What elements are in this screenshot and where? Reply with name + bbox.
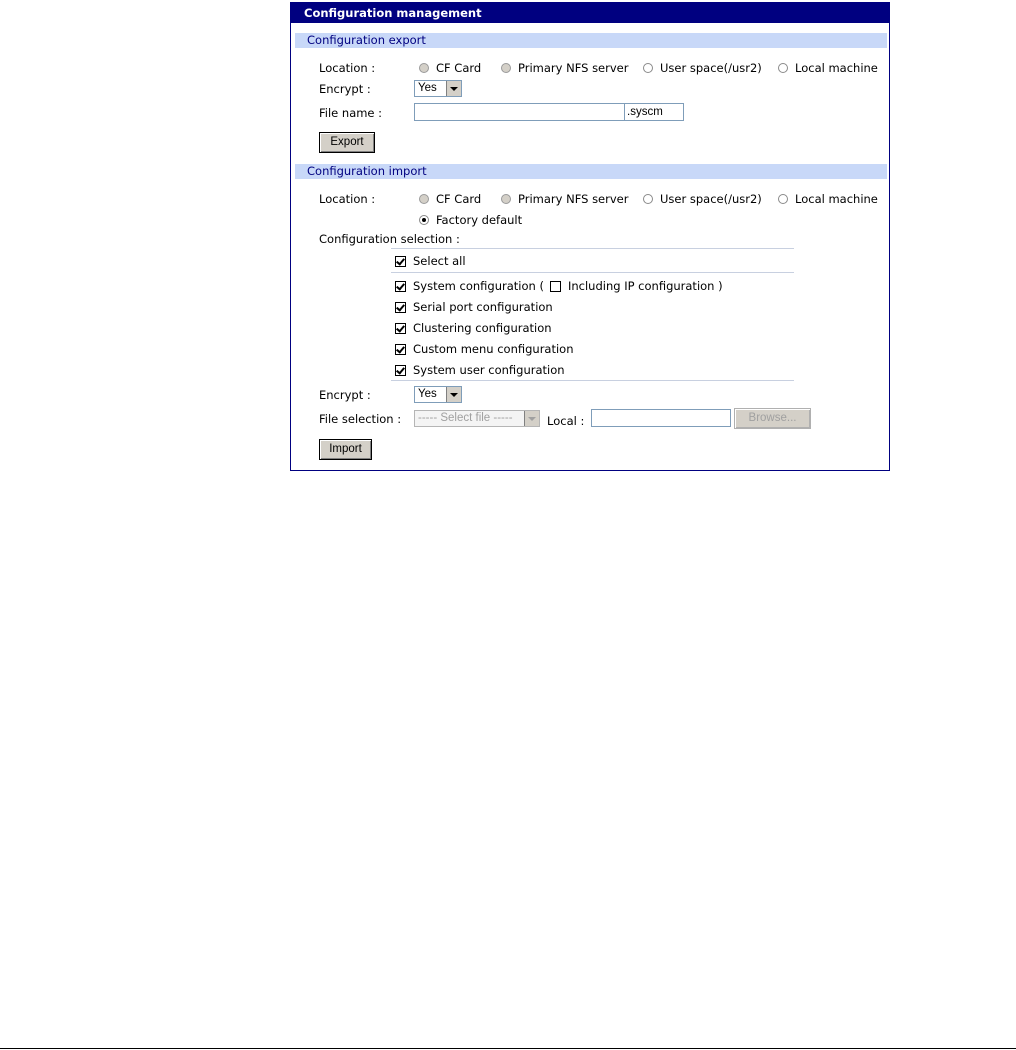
local-label: Local : [547,414,585,428]
export-section-header: Configuration export [295,33,887,48]
checkbox-checked-icon[interactable] [395,256,406,267]
export-encrypt-label: Encrypt : [319,82,371,96]
chevron-down-icon [524,411,539,426]
chevron-down-icon[interactable] [446,387,461,402]
file-selection-select: ----- Select file ----- [414,410,540,427]
config-selection-label: Configuration selection : [319,232,460,246]
export-filename-label: File name : [319,106,383,120]
checkbox-checked-icon[interactable] [395,302,406,313]
import-button[interactable]: Import [319,439,372,460]
radio-icon[interactable] [643,194,653,204]
including-ip-label: Including IP configuration ) [567,279,723,293]
checkbox-checked-icon[interactable] [395,323,406,334]
import-radio-local-machine[interactable]: Local machine [778,191,878,207]
system-configuration-checkbox[interactable]: System configuration ( Including IP configuration ) [395,278,723,294]
radio-disabled-icon [501,63,511,73]
radio-selected-icon[interactable] [419,215,429,225]
radio-icon[interactable] [778,194,788,204]
configuration-management-panel [290,2,890,471]
checkbox-unchecked-icon[interactable] [550,281,561,292]
radio-disabled-icon [419,194,429,204]
system-user-checkbox[interactable]: System user configuration [395,362,565,378]
export-filename-input[interactable] [414,103,625,121]
import-encrypt-label: Encrypt : [319,388,371,402]
custom-menu-checkbox[interactable]: Custom menu configuration [395,341,574,357]
import-radio-cf-card: CF Card [419,191,481,207]
page-bottom-rule [0,1048,1016,1049]
export-filename-extension: .syscm [624,103,684,121]
export-radio-primary-nfs: Primary NFS server [501,60,628,76]
export-location-label: Location : [319,61,376,75]
export-radio-cf-card: CF Card [419,60,481,76]
select-all-checkbox[interactable]: Select all [395,253,466,269]
import-radio-factory-default[interactable]: Factory default [419,212,522,228]
import-location-label: Location : [319,192,376,206]
clustering-checkbox[interactable]: Clustering configuration [395,320,552,336]
checkbox-checked-icon[interactable] [395,344,406,355]
radio-icon[interactable] [643,63,653,73]
panel-title: Configuration management [291,3,889,23]
import-radio-primary-nfs: Primary NFS server [501,191,628,207]
import-encrypt-select[interactable]: Yes [414,386,462,403]
export-button[interactable]: Export [319,132,375,153]
import-section-header: Configuration import [295,164,887,179]
chevron-down-icon[interactable] [446,81,461,96]
export-encrypt-select[interactable]: Yes [414,80,462,97]
radio-disabled-icon [501,194,511,204]
divider [391,272,794,273]
export-radio-local-machine[interactable]: Local machine [778,60,878,76]
serial-port-checkbox[interactable]: Serial port configuration [395,299,553,315]
local-file-input[interactable] [591,409,731,427]
radio-disabled-icon [419,63,429,73]
export-radio-user-space[interactable]: User space(/usr2) [643,60,762,76]
divider [391,248,794,249]
divider [391,380,794,381]
browse-button: Browse... [734,408,811,429]
checkbox-checked-icon[interactable] [395,281,406,292]
import-radio-user-space[interactable]: User space(/usr2) [643,191,762,207]
radio-icon[interactable] [778,63,788,73]
file-selection-label: File selection : [319,412,402,426]
checkbox-checked-icon[interactable] [395,365,406,376]
